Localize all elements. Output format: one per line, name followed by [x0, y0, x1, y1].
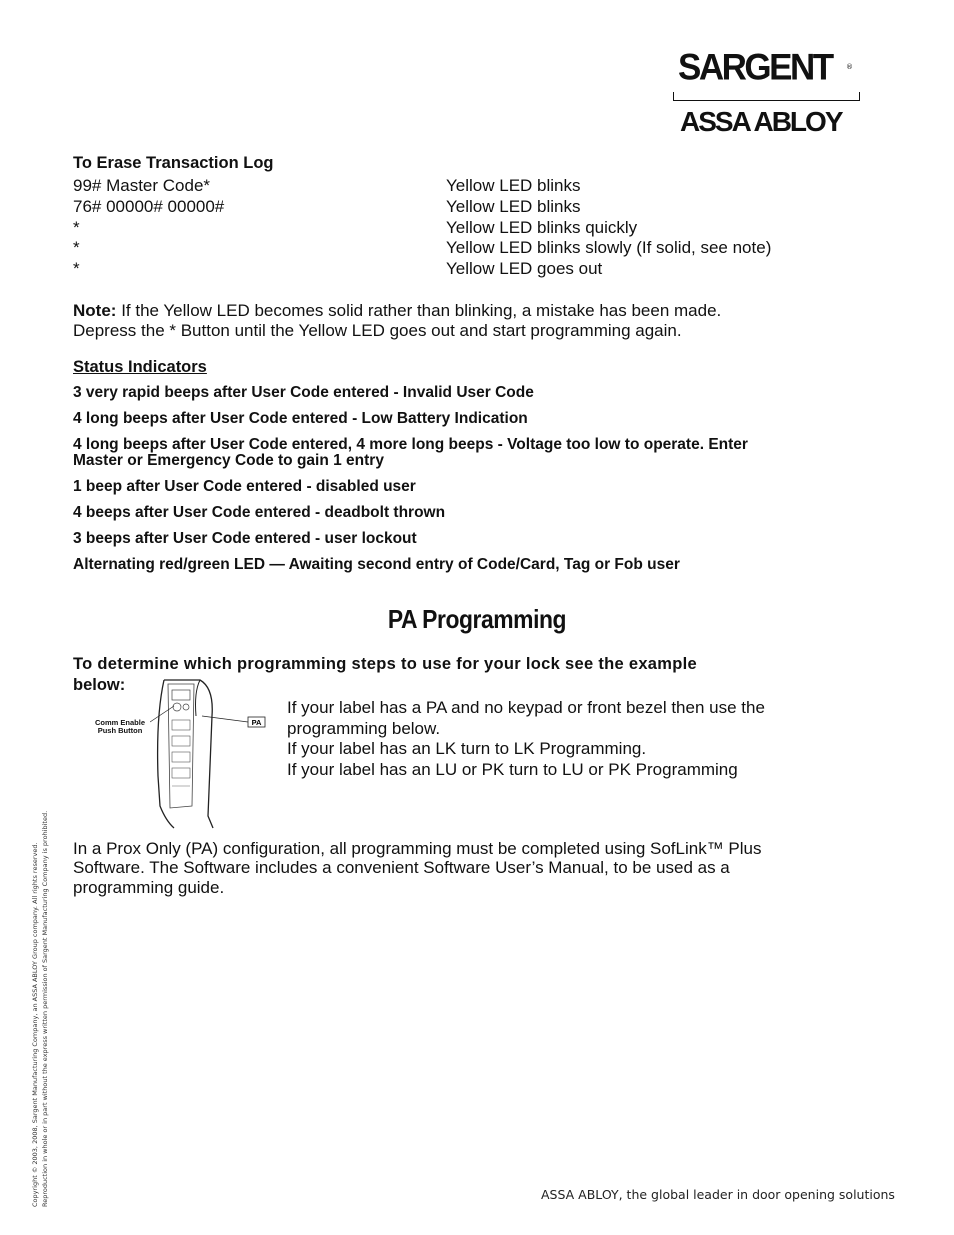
- copyright-line2: Reproduction in whole or in part without the express written permission of Sargent Manufacturing Company is prohibited.: [41, 810, 49, 1207]
- erase-log-result: Yellow LED blinks: [446, 197, 581, 216]
- note-label: Note:: [73, 301, 117, 320]
- pa-programming-title: PA Programming: [387, 604, 567, 634]
- erase-log-heading: To Erase Transaction Log: [73, 154, 274, 172]
- erase-log-entry: *: [73, 238, 80, 257]
- comm-label-line2: Push Button: [97, 726, 143, 735]
- determine-line1: To determine which programming steps to use for your lock see the example: [73, 655, 697, 673]
- erase-log-result: Yellow LED blinks slowly (If solid, see note): [446, 238, 772, 257]
- status-item: 4 long beeps after User Code entered, 4 more long beeps - Voltage too low to operate. Enter: [73, 436, 748, 453]
- footer-tagline: ASSA ABLOY, the global leader in door opening solutions: [541, 1187, 895, 1202]
- label-instruction: If your label has an LK turn to LK Programming.: [287, 739, 647, 758]
- status-item: 1 beep after User Code entered - disabled user: [73, 478, 416, 495]
- determine-line2: below:: [73, 676, 126, 694]
- erase-log-result: Yellow LED blinks: [446, 176, 581, 195]
- erase-log-result: Yellow LED blinks quickly: [446, 218, 638, 237]
- erase-log-entry: 76# 00000# 00000#: [73, 197, 225, 216]
- label-instruction: If your label has a PA and no keypad or front bezel then use the: [287, 698, 765, 717]
- registered-mark: ®: [846, 63, 853, 71]
- note-line1: If the Yellow LED becomes solid rather than blinking, a mistake has been made.: [121, 301, 722, 320]
- copyright-notice: [30, 787, 50, 1207]
- assa-abloy-logo: ASSA ABLOY: [680, 106, 842, 137]
- status-item: Alternating red/green LED — Awaiting second entry of Code/Card, Tag or Fob user: [73, 556, 680, 573]
- prox-paragraph-line: programming guide.: [73, 878, 225, 897]
- diagram-comm-label: [90, 719, 150, 735]
- label-instruction: If your label has an LU or PK turn to LU or PK Programming: [287, 760, 738, 779]
- status-item: 3 beeps after User Code entered - user lockout: [73, 530, 417, 547]
- sargent-logo: SARGENT: [678, 47, 832, 88]
- label-instruction: programming below.: [287, 719, 441, 738]
- diagram-pa-label: PA: [251, 718, 262, 727]
- copyright-line1: Copyright © 2003, 2008, Sargent Manufacturing Company, an ASSA ABLOY Group company. All rights reserved.: [31, 842, 39, 1207]
- status-item: 4 long beeps after User Code entered - Low Battery Indication: [73, 410, 528, 427]
- erase-log-entry: 99# Master Code*: [73, 176, 211, 195]
- comm-label-line1: Comm Enable: [94, 718, 145, 727]
- prox-paragraph-line: In a Prox Only (PA) configuration, all programming must be completed using SofLink™ Plus: [73, 839, 762, 858]
- logo-bracket: [673, 92, 860, 101]
- note-line2: Depress the * Button until the Yellow LED goes out and start programming again.: [73, 321, 682, 340]
- erase-log-entry: *: [73, 259, 80, 278]
- note-paragraph: [73, 300, 853, 321]
- status-item: 4 beeps after User Code entered - deadbolt thrown: [73, 504, 446, 521]
- erase-log-entry: *: [73, 218, 80, 237]
- status-heading: Status Indicators: [73, 358, 207, 376]
- status-item: 3 very rapid beeps after User Code entered - Invalid User Code: [73, 384, 534, 401]
- status-item: Master or Emergency Code to gain 1 entry: [73, 452, 384, 469]
- lock-label-diagram: [150, 676, 275, 831]
- erase-log-result: Yellow LED goes out: [446, 259, 603, 278]
- prox-paragraph-line: Software. The Software includes a convenient Software User’s Manual, to be used as a: [73, 858, 730, 877]
